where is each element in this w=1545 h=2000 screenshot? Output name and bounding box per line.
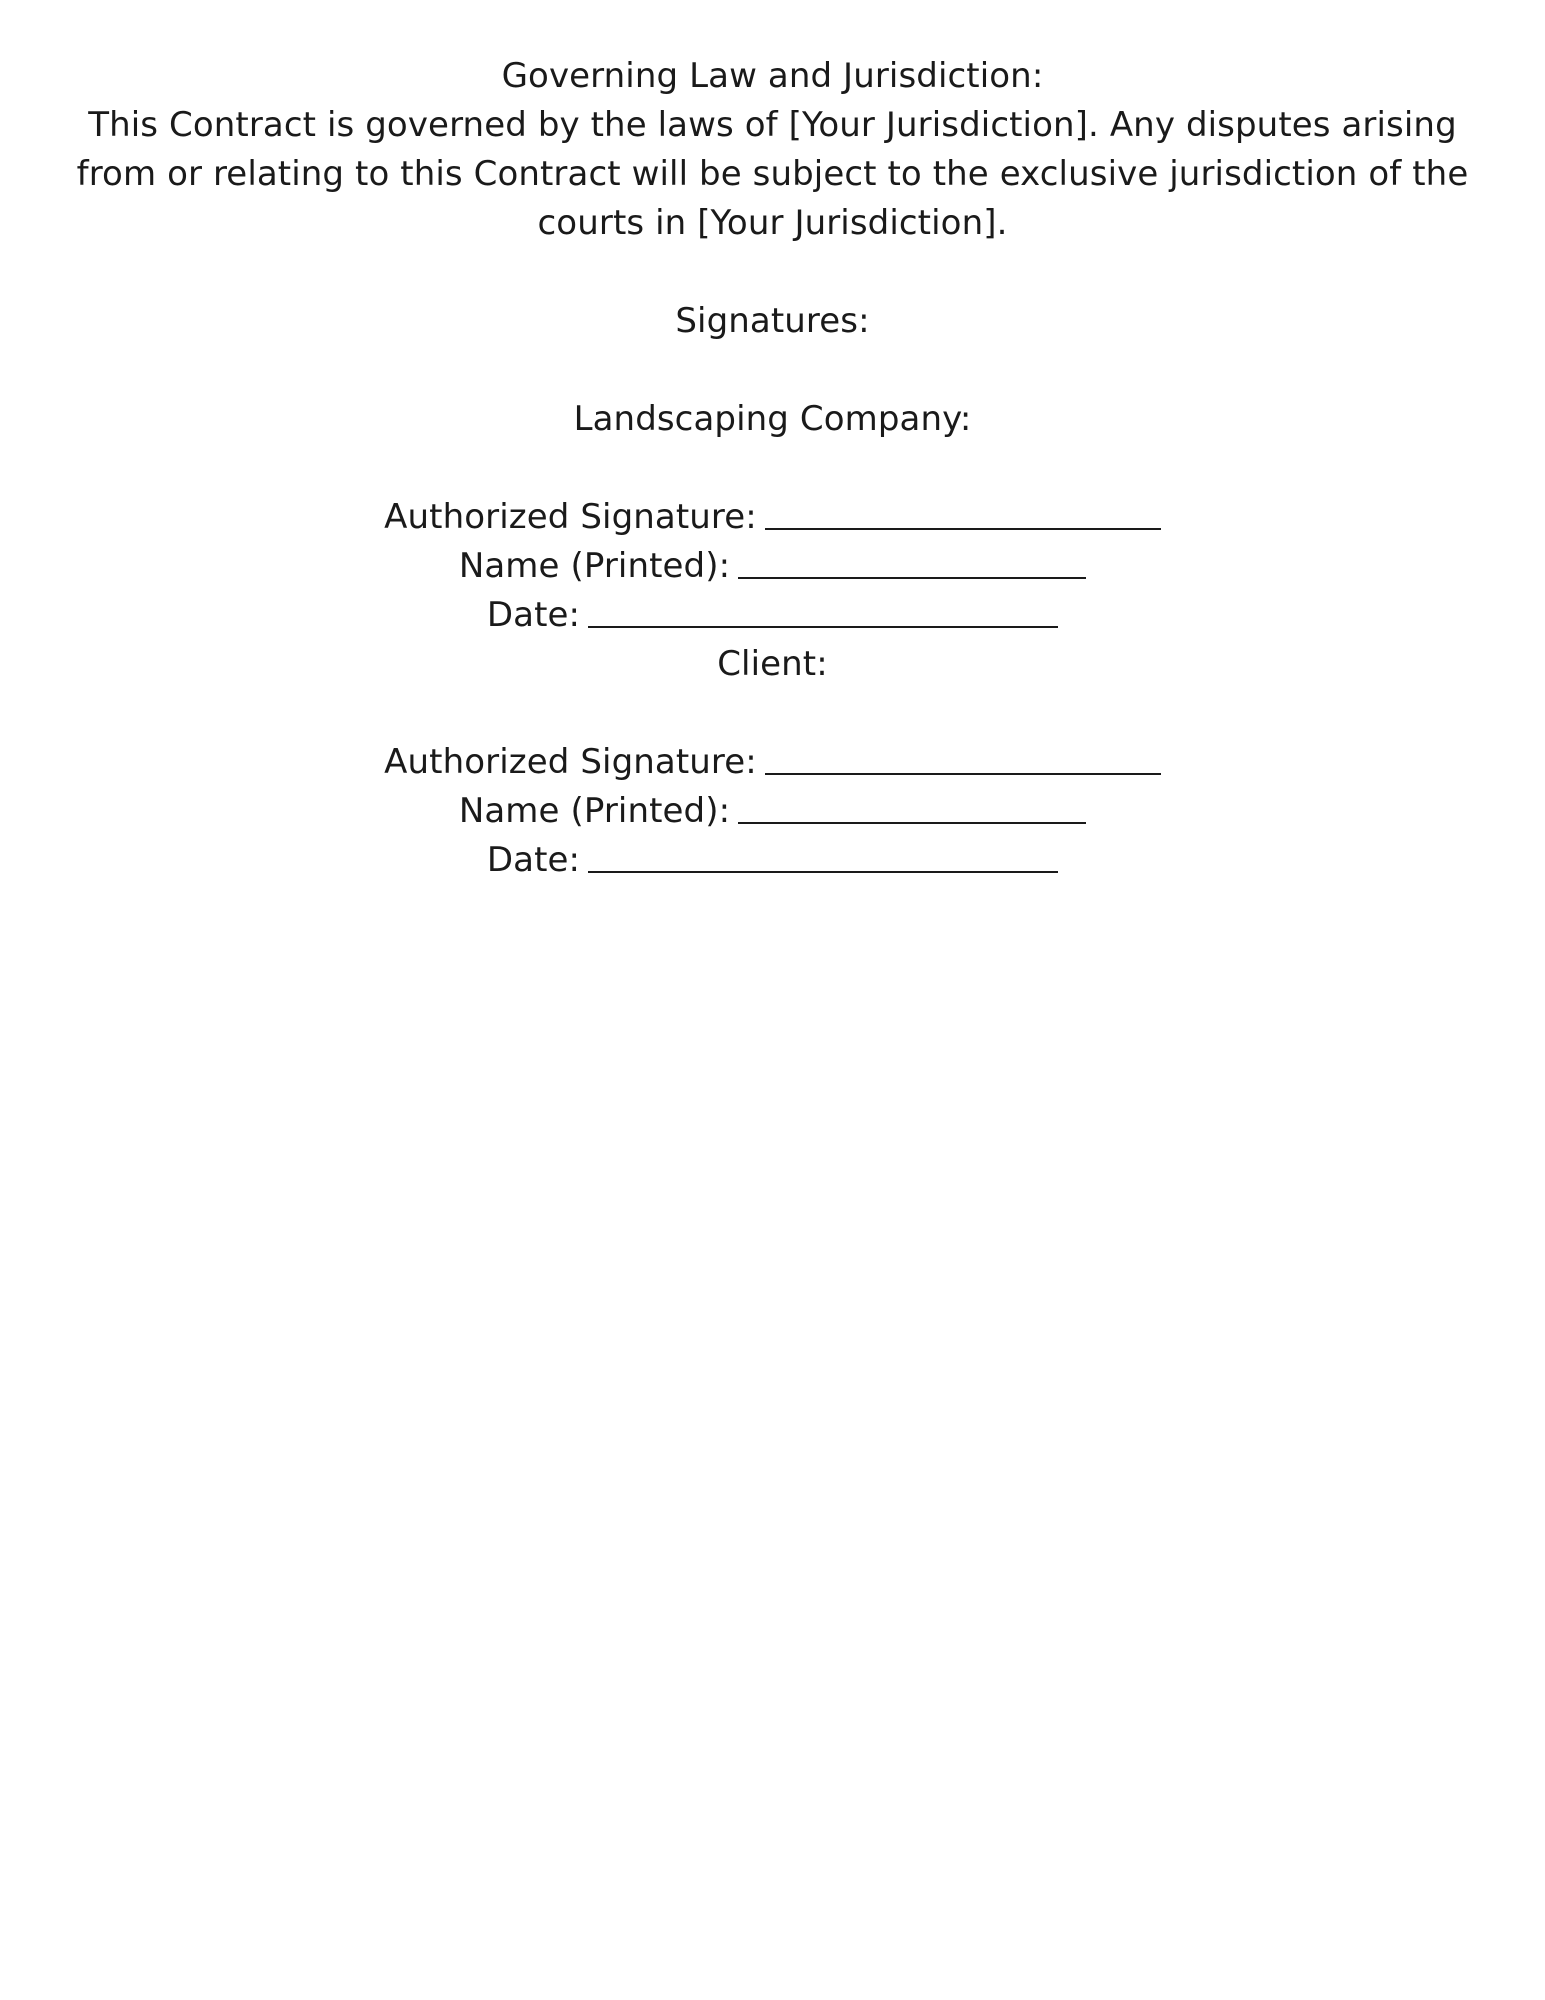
governing-law-heading: Governing Law and Jurisdiction: (501, 56, 1044, 96)
client-name-printed-line[interactable] (738, 792, 1086, 824)
signatures-heading: Signatures: (675, 301, 870, 341)
client-heading: Client: (717, 644, 828, 684)
governing-law-text-line-1: This Contract is governed by the laws of [Your Jurisdiction]. Any disputes arising (88, 105, 1457, 145)
company-date-line[interactable] (588, 596, 1058, 628)
client-name-printed-label: Name (Printed): (458, 791, 731, 831)
company-authorized-signature-label: Authorized Signature: (384, 497, 757, 537)
governing-law-text-line-2: from or relating to this Contract will be subject to the exclusive jurisdiction of the (76, 154, 1469, 194)
spacer (70, 248, 1475, 297)
client-name-printed-row (70, 787, 1475, 836)
spacer (70, 444, 1475, 493)
company-authorized-signature-row (70, 493, 1475, 542)
document-body (70, 52, 1475, 885)
client-authorized-signature-row (70, 738, 1475, 787)
client-authorized-signature-line[interactable] (765, 743, 1161, 775)
spacer (70, 346, 1475, 395)
company-authorized-signature-line[interactable] (765, 498, 1161, 530)
company-name-printed-label: Name (Printed): (458, 546, 731, 586)
client-date-label: Date: (486, 840, 581, 880)
company-name-printed-row (70, 542, 1475, 591)
client-date-row (70, 836, 1475, 885)
client-authorized-signature-label: Authorized Signature: (384, 742, 757, 782)
client-date-line[interactable] (588, 841, 1058, 873)
company-date-row (70, 591, 1475, 640)
spacer (70, 689, 1475, 738)
company-heading: Landscaping Company: (573, 399, 972, 439)
company-name-printed-line[interactable] (738, 547, 1086, 579)
company-date-label: Date: (486, 595, 581, 635)
governing-law-text-line-3: courts in [Your Jurisdiction]. (537, 203, 1008, 243)
